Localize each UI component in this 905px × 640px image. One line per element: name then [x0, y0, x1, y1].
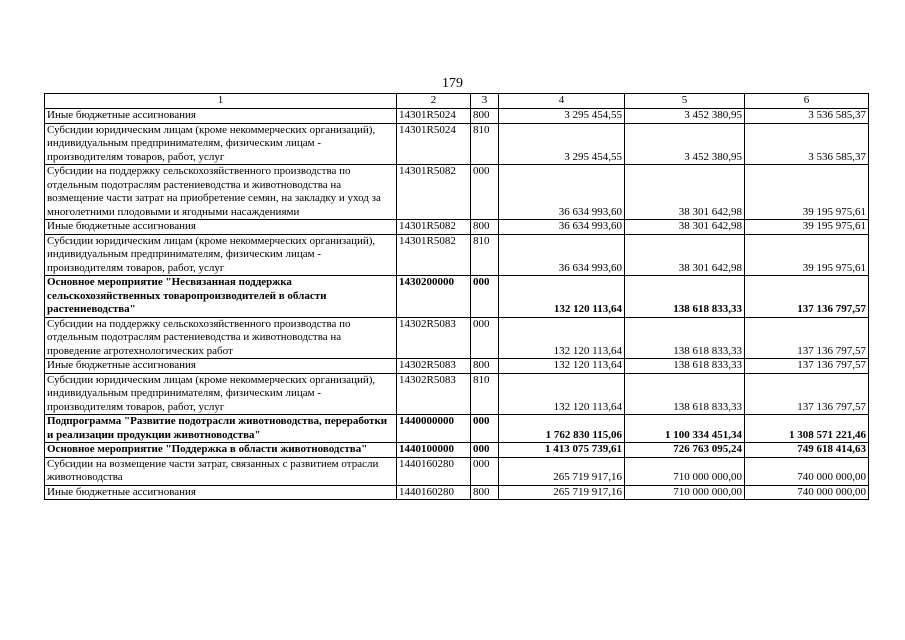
- row-amount-col4-cell: 3 295 454,55: [499, 123, 625, 165]
- table-body: [45, 109, 869, 500]
- row-name-cell: Субсидии на поддержку сельскохозяйственного производства по отдельным подотраслям растениеводства и животноводства на проведение агротехнологических работ: [45, 317, 397, 359]
- row-amount-col5-cell: 1 100 334 451,34: [625, 415, 745, 443]
- row-expense-type-cell: 000: [471, 276, 499, 318]
- row-expense-type-cell: 810: [471, 234, 499, 276]
- row-expense-type-cell: 000: [471, 317, 499, 359]
- row-expense-type-cell: 810: [471, 373, 499, 415]
- row-name-cell: Субсидии на поддержку сельскохозяйственного производства по отдельным подотраслям растениеводства и животноводства на возмещение части затрат на приобретение семян, на закладку и уход за многолетними плодовыми и ягодными насаждениями: [45, 165, 397, 220]
- row-name-cell: Иные бюджетные ассигнования: [45, 359, 397, 374]
- row-amount-col6-cell: 39 195 975,61: [745, 165, 869, 220]
- row-amount-col4-cell: 265 719 917,16: [499, 485, 625, 500]
- header-cell: 2: [397, 94, 471, 109]
- header-cell: 5: [625, 94, 745, 109]
- row-expense-type-cell: 800: [471, 109, 499, 124]
- row-amount-col4-cell: 132 120 113,64: [499, 317, 625, 359]
- row-amount-col4-cell: 36 634 993,60: [499, 165, 625, 220]
- table-row: [45, 359, 869, 374]
- row-amount-col6-cell: 137 136 797,57: [745, 276, 869, 318]
- row-name-cell: Основное мероприятие "Несвязанная поддержка сельскохозяйственных товаропроизводителей в области растениеводства": [45, 276, 397, 318]
- header-row: [45, 94, 869, 109]
- row-name-cell: Субсидии юридическим лицам (кроме некоммерческих организаций), индивидуальным предпринимателям, физическим лицам - производителям товаров, работ, услуг: [45, 234, 397, 276]
- row-amount-col6-cell: 137 136 797,57: [745, 317, 869, 359]
- header-cell: 3: [471, 94, 499, 109]
- row-code-cell: 14301R5024: [397, 123, 471, 165]
- row-code-cell: 14302R5083: [397, 373, 471, 415]
- row-amount-col6-cell: 137 136 797,57: [745, 359, 869, 374]
- table-row: [45, 165, 869, 220]
- row-amount-col4-cell: 132 120 113,64: [499, 373, 625, 415]
- row-amount-col5-cell: 710 000 000,00: [625, 485, 745, 500]
- row-amount-col5-cell: 710 000 000,00: [625, 457, 745, 485]
- row-amount-col4-cell: 1 762 830 115,06: [499, 415, 625, 443]
- row-amount-col5-cell: 138 618 833,33: [625, 373, 745, 415]
- row-code-cell: 1440100000: [397, 443, 471, 458]
- row-code-cell: 14302R5083: [397, 359, 471, 374]
- row-amount-col5-cell: 38 301 642,98: [625, 220, 745, 235]
- row-name-cell: Иные бюджетные ассигнования: [45, 220, 397, 235]
- row-amount-col6-cell: 740 000 000,00: [745, 485, 869, 500]
- row-expense-type-cell: 800: [471, 485, 499, 500]
- table-row: [45, 109, 869, 124]
- table-row: [45, 373, 869, 415]
- table-row: [45, 457, 869, 485]
- row-amount-col6-cell: 3 536 585,37: [745, 109, 869, 124]
- row-expense-type-cell: 000: [471, 165, 499, 220]
- row-amount-col4-cell: 265 719 917,16: [499, 457, 625, 485]
- row-amount-col5-cell: 138 618 833,33: [625, 359, 745, 374]
- row-amount-col6-cell: 749 618 414,63: [745, 443, 869, 458]
- row-name-cell: Субсидии юридическим лицам (кроме некоммерческих организаций), индивидуальным предпринимателям, физическим лицам - производителям товаров, работ, услуг: [45, 123, 397, 165]
- row-amount-col5-cell: 38 301 642,98: [625, 165, 745, 220]
- row-code-cell: 1440160280: [397, 457, 471, 485]
- row-amount-col5-cell: 3 452 380,95: [625, 109, 745, 124]
- row-expense-type-cell: 000: [471, 443, 499, 458]
- row-name-cell: Подпрограмма "Развитие подотрасли животноводства, переработки и реализации продукции животноводства": [45, 415, 397, 443]
- row-name-cell: Иные бюджетные ассигнования: [45, 109, 397, 124]
- row-name-cell: Субсидии юридическим лицам (кроме некоммерческих организаций), индивидуальным предпринимателям, физическим лицам - производителям товаров, работ, услуг: [45, 373, 397, 415]
- row-amount-col6-cell: 740 000 000,00: [745, 457, 869, 485]
- row-name-cell: Субсидии на возмещение части затрат, связанных с развитием отрасли животноводства: [45, 457, 397, 485]
- row-amount-col4-cell: 3 295 454,55: [499, 109, 625, 124]
- row-amount-col6-cell: 137 136 797,57: [745, 373, 869, 415]
- row-amount-col4-cell: 1 413 075 739,61: [499, 443, 625, 458]
- row-code-cell: 14301R5082: [397, 165, 471, 220]
- row-expense-type-cell: 800: [471, 220, 499, 235]
- row-code-cell: 14302R5083: [397, 317, 471, 359]
- row-amount-col4-cell: 36 634 993,60: [499, 220, 625, 235]
- row-expense-type-cell: 000: [471, 415, 499, 443]
- row-amount-col4-cell: 36 634 993,60: [499, 234, 625, 276]
- row-amount-col5-cell: 726 763 095,24: [625, 443, 745, 458]
- table-row: [45, 234, 869, 276]
- row-code-cell: 14301R5082: [397, 234, 471, 276]
- table-row: [45, 276, 869, 318]
- row-code-cell: 1430200000: [397, 276, 471, 318]
- row-amount-col5-cell: 138 618 833,33: [625, 317, 745, 359]
- budget-table: [44, 93, 869, 500]
- row-name-cell: Иные бюджетные ассигнования: [45, 485, 397, 500]
- row-expense-type-cell: 810: [471, 123, 499, 165]
- header-cell: 1: [45, 94, 397, 109]
- header-cell: 6: [745, 94, 869, 109]
- row-amount-col6-cell: 39 195 975,61: [745, 220, 869, 235]
- table-row: [45, 443, 869, 458]
- row-amount-col4-cell: 132 120 113,64: [499, 276, 625, 318]
- row-amount-col6-cell: 1 308 571 221,46: [745, 415, 869, 443]
- row-code-cell: 14301R5082: [397, 220, 471, 235]
- row-code-cell: 14301R5024: [397, 109, 471, 124]
- table-row: [45, 415, 869, 443]
- table-row: [45, 317, 869, 359]
- row-amount-col5-cell: 38 301 642,98: [625, 234, 745, 276]
- row-amount-col5-cell: 3 452 380,95: [625, 123, 745, 165]
- header-cell: 4: [499, 94, 625, 109]
- row-amount-col6-cell: 39 195 975,61: [745, 234, 869, 276]
- table-row: [45, 485, 869, 500]
- row-code-cell: 1440000000: [397, 415, 471, 443]
- row-amount-col5-cell: 138 618 833,33: [625, 276, 745, 318]
- row-expense-type-cell: 800: [471, 359, 499, 374]
- row-expense-type-cell: 000: [471, 457, 499, 485]
- page-number: 179: [442, 76, 463, 91]
- row-code-cell: 1440160280: [397, 485, 471, 500]
- table-row: [45, 123, 869, 165]
- row-name-cell: Основное мероприятие "Поддержка в области животноводства": [45, 443, 397, 458]
- row-amount-col6-cell: 3 536 585,37: [745, 123, 869, 165]
- row-amount-col4-cell: 132 120 113,64: [499, 359, 625, 374]
- table-row: [45, 220, 869, 235]
